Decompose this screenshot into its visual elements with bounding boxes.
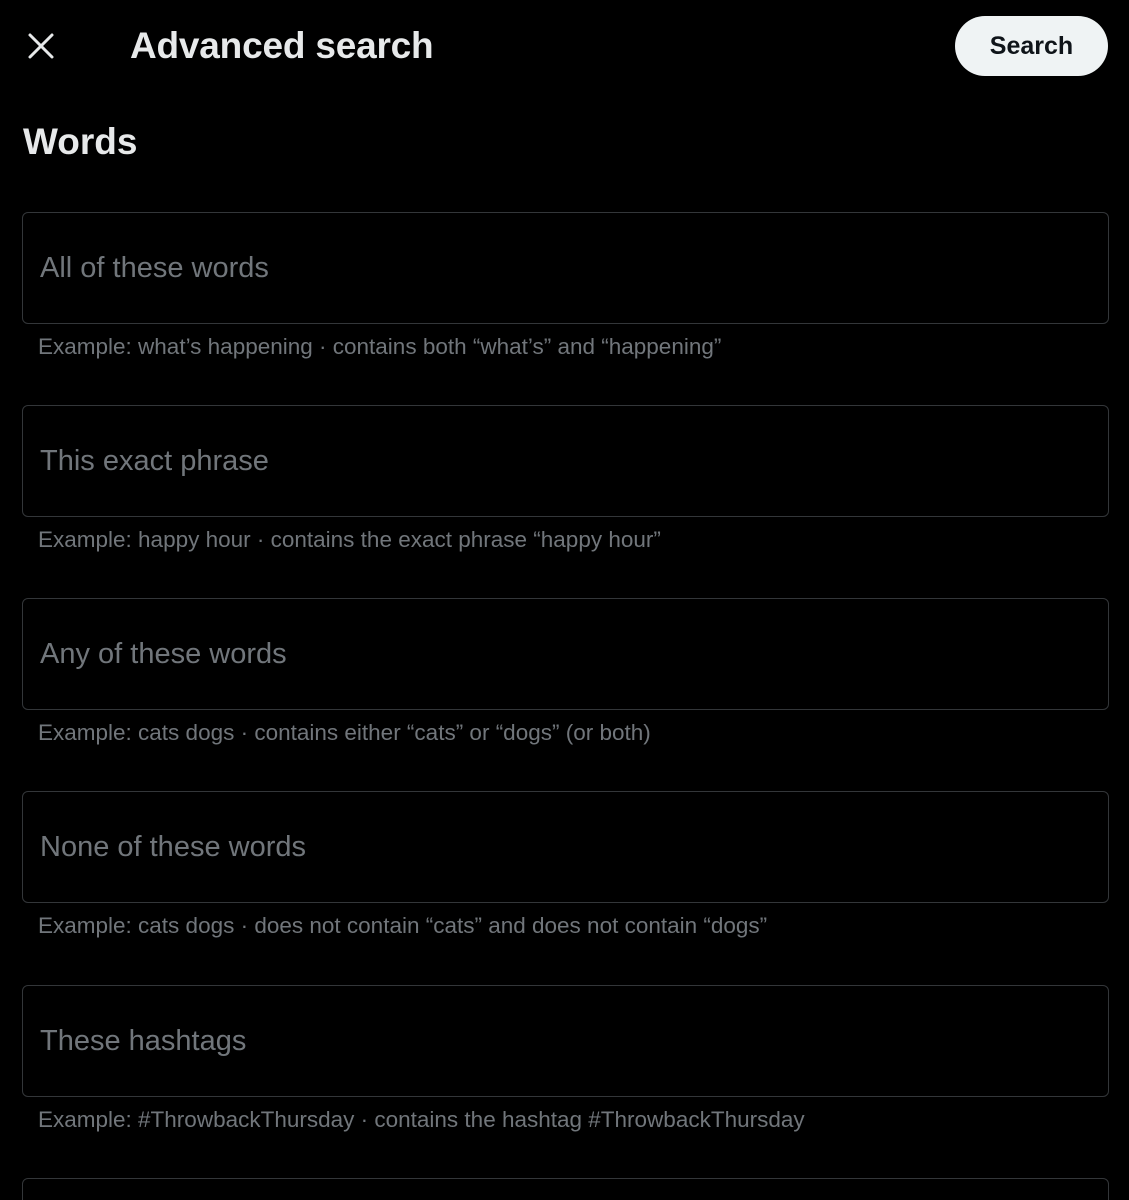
hashtags-input[interactable]	[22, 985, 1109, 1097]
any-words-input[interactable]	[22, 598, 1109, 710]
field-group-hashtags	[22, 985, 1109, 1135]
field-hint: Example: #ThrowbackThursday · contains the hashtag #ThrowbackThursday	[38, 1107, 805, 1132]
field-group-any-words	[22, 598, 1109, 748]
field-group-all-words	[22, 212, 1109, 362]
field-label: These hashtags	[40, 1024, 247, 1057]
field-hint: Example: happy hour · contains the exact phrase “happy hour”	[38, 527, 661, 552]
next-field-input[interactable]	[22, 1178, 1109, 1200]
field-label: All of these words	[40, 251, 269, 284]
close-button[interactable]	[18, 23, 64, 69]
field-group-next	[22, 1178, 1109, 1200]
field-label: Any of these words	[40, 637, 287, 670]
field-group-exact-phrase	[22, 405, 1109, 555]
field-label: None of these words	[40, 830, 306, 863]
header	[0, 0, 1129, 92]
field-group-none-words	[22, 791, 1109, 941]
exact-phrase-input[interactable]	[22, 405, 1109, 517]
close-icon	[27, 32, 55, 60]
page-title: Advanced search	[130, 25, 434, 66]
field-hint: Example: cats dogs · contains either “cats” or “dogs” (or both)	[38, 720, 651, 745]
all-words-input[interactable]	[22, 212, 1109, 324]
section-title-words: Words	[23, 121, 138, 162]
field-hint: Example: cats dogs · does not contain “cats” and does not contain “dogs”	[38, 913, 768, 938]
field-label: This exact phrase	[40, 444, 269, 477]
search-button[interactable]: Search	[955, 16, 1108, 76]
none-words-input[interactable]	[22, 791, 1109, 903]
field-hint: Example: what’s happening · contains both “what’s” and “happening”	[38, 334, 722, 359]
